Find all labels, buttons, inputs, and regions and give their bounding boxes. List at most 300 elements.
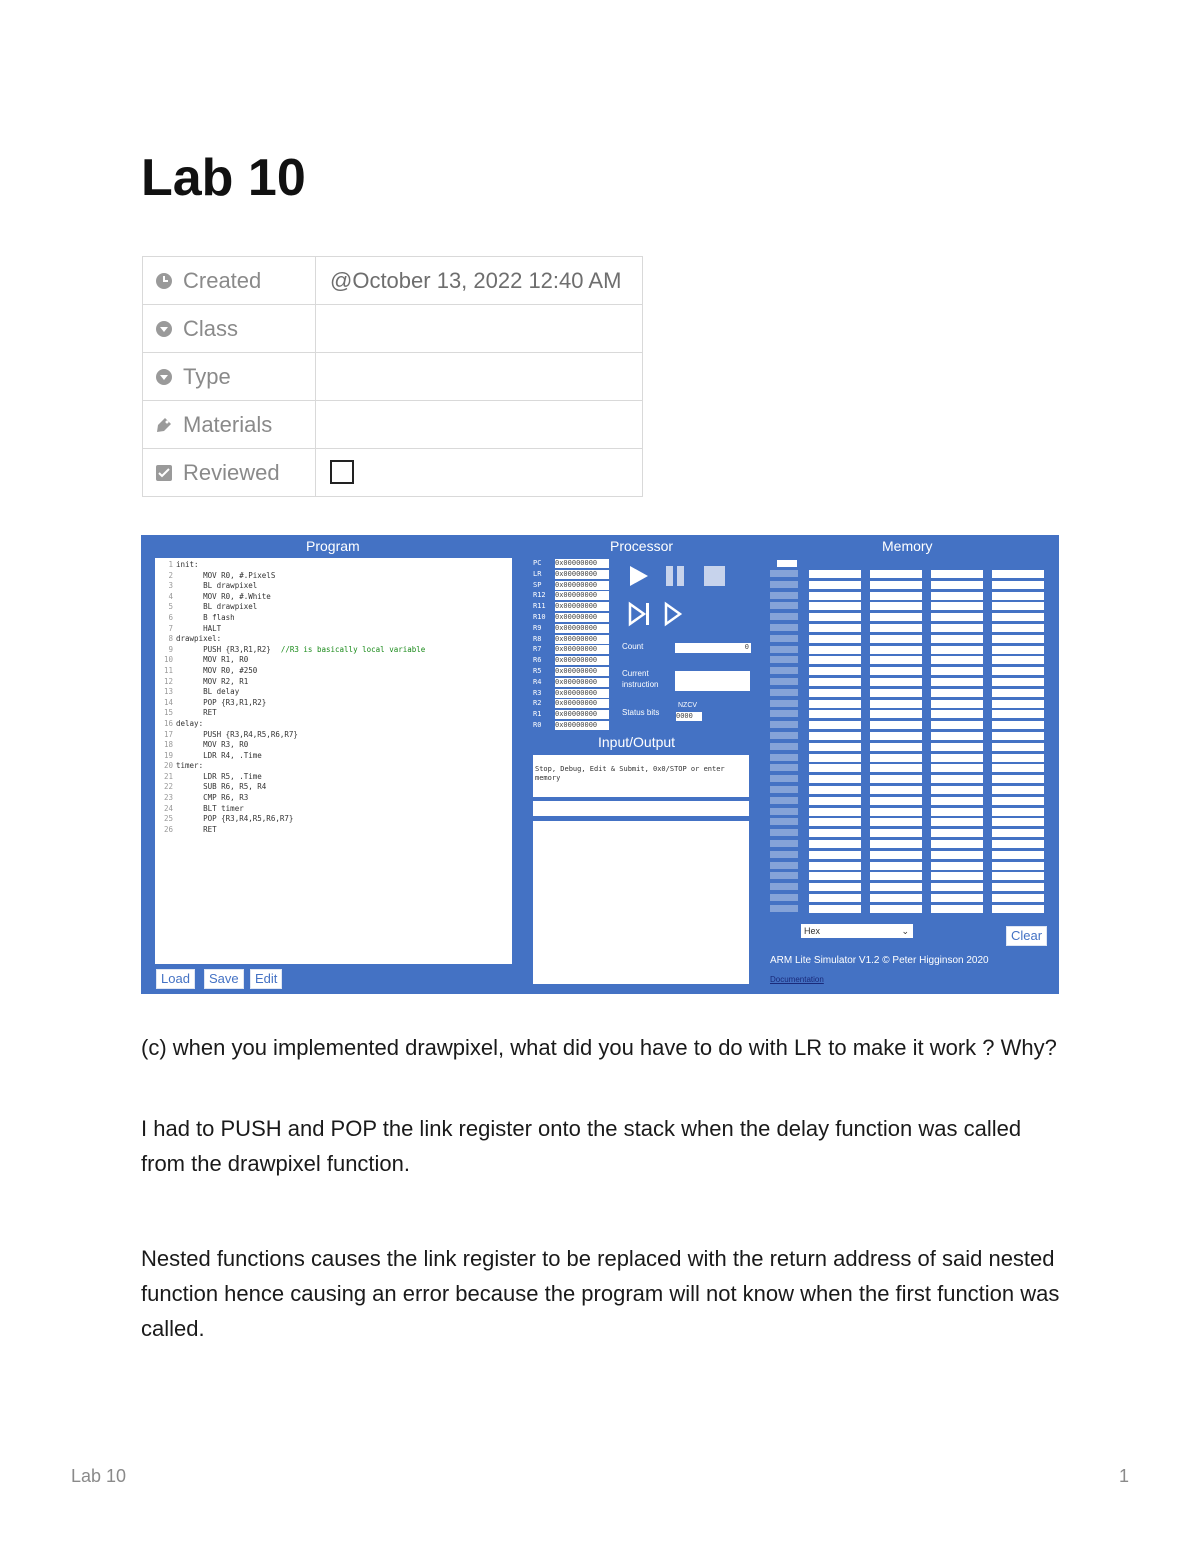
io-input[interactable]: [533, 801, 749, 816]
memory-cell: [931, 602, 983, 610]
property-key: Created: [183, 267, 262, 293]
memory-cell: [809, 840, 861, 848]
line-number: 4: [168, 591, 173, 601]
memory-cell: [870, 851, 922, 859]
memory-cell: [992, 592, 1044, 600]
memory-cell: [992, 581, 1044, 589]
memory-cell: [870, 721, 922, 729]
memory-cell: [809, 710, 861, 718]
memory-cell: [992, 721, 1044, 729]
memory-cell: [809, 689, 861, 697]
memory-cell: [870, 764, 922, 772]
memory-cell: [809, 646, 861, 654]
memory-format-value: Hex: [804, 926, 821, 936]
memory-cell: [870, 613, 922, 621]
simulator-screenshot: [141, 535, 1059, 994]
property-row-materials: [143, 401, 643, 449]
memory-cell: [992, 862, 1044, 870]
memory-cell: [931, 862, 983, 870]
memory-cell: [931, 732, 983, 740]
memory-cell: [931, 840, 983, 848]
memory-address: [770, 624, 798, 631]
memory-address: [770, 883, 798, 890]
memory-cell: [931, 678, 983, 686]
register-name: R11: [533, 602, 546, 611]
checkbox-icon: [155, 464, 173, 482]
code-text: timer:: [176, 761, 204, 771]
register-name: LR: [533, 569, 542, 578]
code-line: [159, 645, 512, 656]
register-name: R1: [533, 710, 542, 719]
memory-cell: [992, 754, 1044, 762]
register-name: R8: [533, 634, 542, 643]
memory-cell: [992, 851, 1044, 859]
code-text: drawpixel:: [176, 634, 222, 644]
memory-cell: [809, 808, 861, 816]
code-text: SUB R6, R5, R4: [176, 782, 267, 792]
memory-cell: [870, 667, 922, 675]
memory-cell: [931, 851, 983, 859]
memory-address: [770, 689, 798, 696]
memory-cell: [992, 840, 1044, 848]
code-text: init:: [176, 560, 199, 569]
memory-address: [770, 592, 798, 599]
code-text: BL delay: [176, 687, 240, 697]
code-line: [159, 581, 512, 592]
memory-cell: [931, 743, 983, 751]
processor-controls: [628, 563, 728, 633]
memory-address: [770, 764, 798, 771]
code-line: [159, 592, 512, 603]
register-name: R2: [533, 699, 542, 708]
instruction-label: instruction: [622, 680, 659, 689]
line-number: 9: [168, 644, 173, 654]
io-prompt: Stop, Debug, Edit & Submit, 0x0/STOP or enter memory: [533, 755, 749, 797]
memory-cell: [931, 797, 983, 805]
clock-icon: [155, 272, 173, 290]
line-number: 22: [163, 782, 173, 792]
memory-cell: [870, 862, 922, 870]
answer-paragraph-1: I had to PUSH and POP the link register onto the stack when the delay function was called from the drawpixel function.: [141, 1116, 1022, 1176]
register-name: R7: [533, 645, 542, 654]
documentation-link[interactable]: Documentation: [770, 975, 824, 984]
memory-cell: [809, 732, 861, 740]
memory-cell: [931, 624, 983, 632]
memory-cell: [809, 894, 861, 902]
memory-cell: [870, 635, 922, 643]
memory-cell: [870, 656, 922, 664]
code-line: [159, 698, 512, 709]
memory-cell: [809, 851, 861, 859]
property-key: Materials: [183, 411, 273, 437]
memory-cell: [992, 764, 1044, 772]
line-number: 19: [163, 750, 173, 760]
register-name: R5: [533, 667, 542, 675]
io-header: Input/Output: [598, 734, 676, 750]
line-number: 13: [163, 687, 173, 697]
code-text: MOV R3, R0: [176, 740, 249, 750]
memory-address: [770, 894, 798, 901]
register-name: PC: [533, 559, 542, 567]
code-line: [159, 708, 512, 719]
memory-address: [770, 721, 798, 728]
memory-cell: [992, 743, 1044, 751]
memory-cell: [931, 689, 983, 697]
memory-cell: [809, 829, 861, 837]
memory-cell: [809, 678, 861, 686]
line-number: 17: [163, 729, 173, 739]
memory-cell: [870, 710, 922, 718]
memory-cell: [992, 894, 1044, 902]
code-line: [159, 677, 512, 688]
memory-cell: [992, 613, 1044, 621]
memory-cell: [931, 894, 983, 902]
memory-address: [770, 570, 798, 577]
memory-address: [770, 754, 798, 761]
code-text: BL drawpixel: [176, 602, 258, 612]
memory-cell: [809, 797, 861, 805]
count-label: Count: [622, 642, 644, 651]
memory-cell: [992, 883, 1044, 891]
register-value: 0x00000000: [555, 645, 609, 654]
memory-address: [770, 797, 798, 804]
page-title: Lab 10: [141, 149, 306, 207]
memory-cell: [809, 700, 861, 708]
code-line: [159, 730, 512, 741]
line-number: 5: [168, 602, 173, 612]
memory-cell: [870, 872, 922, 880]
memory-cell: [870, 840, 922, 848]
line-number: 24: [163, 803, 173, 813]
memory-cell: [931, 667, 983, 675]
program-editor[interactable]: [155, 558, 512, 964]
register-name: R9: [533, 623, 542, 632]
select-icon: [155, 320, 173, 338]
memory-cell: [870, 732, 922, 740]
memory-cell: [992, 570, 1044, 578]
register-value: 0x00000000: [555, 699, 609, 708]
memory-cell: [992, 786, 1044, 794]
nzcv-value: 0000: [676, 712, 702, 721]
register-value: 0x00000000: [555, 591, 609, 600]
code-text: RET: [176, 824, 217, 834]
memory-cell: [931, 883, 983, 891]
register-name: SP: [533, 580, 542, 589]
property-value[interactable]: [316, 353, 643, 401]
memory-cell: [809, 667, 861, 675]
line-number: 7: [168, 623, 173, 633]
line-number: 15: [163, 708, 173, 718]
register-value: 0x00000000: [555, 559, 609, 568]
memory-address: [770, 732, 798, 739]
line-number: 23: [163, 793, 173, 803]
memory-address: [770, 710, 798, 717]
memory-cell: [809, 818, 861, 826]
property-key: Type: [183, 363, 231, 389]
property-value[interactable]: @October 13, 2022 12:40 AM: [316, 257, 643, 305]
memory-cell: [870, 818, 922, 826]
clear-button[interactable]: Clear: [1006, 926, 1047, 946]
memory-cell: [809, 764, 861, 772]
memory-cell: [931, 775, 983, 783]
property-row-created: [143, 257, 643, 305]
memory-cell: [992, 656, 1044, 664]
code-line: [159, 751, 512, 762]
memory-cell: [809, 602, 861, 610]
memory-cell: [809, 872, 861, 880]
properties-table: [142, 256, 643, 497]
memory-page-selector[interactable]: [777, 560, 797, 567]
code-text: BLT timer: [176, 803, 244, 813]
memory-address: [770, 818, 798, 825]
memory-address: [770, 829, 798, 836]
memory-cell: [931, 721, 983, 729]
run-icon[interactable]: [630, 566, 648, 586]
memory-cell: [870, 808, 922, 816]
memory-cell: [992, 775, 1044, 783]
register-value: 0x00000000: [555, 721, 609, 730]
register-value: 0x00000000: [555, 570, 609, 579]
code-text: POP {R3,R4,R5,R6,R7}: [176, 814, 294, 824]
memory-address: [770, 851, 798, 858]
memory-cell: [809, 613, 861, 621]
property-value[interactable]: [316, 401, 643, 449]
memory-address: [770, 667, 798, 674]
processor-header: Processor: [610, 538, 674, 554]
memory-cell: [931, 818, 983, 826]
memory-header: Memory: [882, 538, 933, 554]
io-output: [533, 821, 749, 984]
memory-cell: [870, 743, 922, 751]
memory-cell: [870, 624, 922, 632]
memory-cell: [992, 667, 1044, 675]
memory-cell: [809, 592, 861, 600]
memory-cell: [809, 581, 861, 589]
memory-cell: [870, 602, 922, 610]
code-text: delay:: [176, 718, 204, 728]
register-value: 0x00000000: [555, 710, 609, 719]
memory-cell: [992, 689, 1044, 697]
question-text: (c) when you implemented drawpixel, what did you have to do with LR to make it work ? Why?: [141, 1035, 1057, 1060]
memory-cell: [992, 635, 1044, 643]
register-value: 0x00000000: [555, 613, 609, 622]
pause-icon[interactable]: [666, 566, 673, 586]
code-text: LDR R4, .Time: [176, 750, 262, 760]
memory-cell: [809, 905, 861, 913]
code-text: LDR R5, .Time: [176, 771, 262, 781]
register-value: 0x00000000: [555, 602, 609, 611]
line-number: 21: [163, 771, 173, 781]
stop-icon[interactable]: [704, 566, 725, 586]
memory-address: [770, 905, 798, 912]
register-value: 0x00000000: [555, 635, 609, 644]
memory-cell: [809, 570, 861, 578]
code-line: [159, 613, 512, 624]
memory-cell: [992, 808, 1044, 816]
register-value: 0x00000000: [555, 678, 609, 687]
code-line: [159, 655, 512, 666]
step-over-icon[interactable]: [666, 604, 680, 624]
property-row-type: [143, 353, 643, 401]
reviewed-checkbox[interactable]: [330, 460, 354, 484]
memory-cell: [870, 646, 922, 654]
code-text: CMP R6, R3: [176, 793, 249, 803]
property-value[interactable]: [316, 305, 643, 353]
code-text: HALT: [176, 623, 222, 633]
current-label: Current: [622, 669, 649, 678]
memory-cell: [931, 635, 983, 643]
memory-cell: [931, 786, 983, 794]
memory-cell: [931, 656, 983, 664]
register-name: R10: [533, 613, 546, 621]
memory-cell: [809, 883, 861, 891]
line-number: 3: [168, 581, 173, 591]
tag-icon: [155, 416, 173, 434]
register-name: R6: [533, 656, 542, 665]
memory-cell: [931, 710, 983, 718]
code-text: MOV R2, R1: [176, 676, 249, 686]
memory-address: [770, 700, 798, 707]
code-line: [159, 602, 512, 613]
edit-button[interactable]: Edit: [250, 969, 282, 989]
code-comment: //R3 is basically local variable: [280, 644, 426, 654]
memory-address: [770, 786, 798, 793]
register-value: 0x00000000: [555, 689, 609, 698]
code-line: [159, 761, 512, 772]
memory-address: [770, 656, 798, 663]
memory-cell: [809, 786, 861, 794]
memory-cell: [931, 872, 983, 880]
memory-cell: [870, 797, 922, 805]
register-value: 0x00000000: [555, 624, 609, 633]
memory-cell: [870, 775, 922, 783]
memory-address: [770, 840, 798, 847]
memory-cell: [931, 581, 983, 589]
line-number: 16: [163, 718, 173, 728]
line-number: 26: [163, 824, 173, 834]
memory-format-select[interactable]: [801, 924, 913, 938]
memory-address: [770, 872, 798, 879]
memory-cell: [992, 700, 1044, 708]
memory-cell: [870, 905, 922, 913]
memory-cell: [870, 883, 922, 891]
line-number: 1: [168, 560, 173, 569]
count-value: 0: [675, 643, 751, 653]
memory-cell: [870, 592, 922, 600]
code-line: [159, 804, 512, 815]
code-text: POP {R3,R1,R2}: [176, 697, 267, 707]
save-button[interactable]: Save: [204, 969, 244, 989]
code-line: [159, 772, 512, 783]
page-number: 1: [1119, 1466, 1130, 1486]
register-value: 0x00000000: [555, 667, 609, 676]
memory-cell: [931, 613, 983, 621]
memory-cell: [870, 581, 922, 589]
code-line: [159, 687, 512, 698]
memory-cell: [992, 872, 1044, 880]
memory-cell: [931, 754, 983, 762]
step-icon[interactable]: [630, 604, 644, 624]
code-text: MOV R1, R0: [176, 655, 249, 665]
code-text: PUSH {R3,R1,R2}: [176, 644, 271, 654]
memory-cell: [992, 710, 1044, 718]
memory-cell: [992, 818, 1044, 826]
code-line: [159, 793, 512, 804]
memory-address: [770, 613, 798, 620]
status-bits-label: Status bits: [622, 708, 660, 717]
memory-address: [770, 646, 798, 653]
memory-cell: [870, 829, 922, 837]
memory-address: [770, 678, 798, 685]
memory-cell: [992, 797, 1044, 805]
memory-cell: [870, 570, 922, 578]
memory-cell: [809, 721, 861, 729]
line-number: 25: [163, 814, 173, 824]
register-value: 0x00000000: [555, 656, 609, 665]
memory-cell: [931, 700, 983, 708]
answer-paragraph-2: Nested functions causes the link register to be replaced with the return address of said nested function hence causing an error because the program will not know when the first function was called.: [141, 1246, 1060, 1341]
code-line: [159, 825, 512, 836]
register-value: 0x00000000: [555, 581, 609, 590]
memory-cell: [931, 570, 983, 578]
select-icon: [155, 368, 173, 386]
memory-address: [770, 602, 798, 609]
memory-cell: [992, 646, 1044, 654]
code-line: [159, 624, 512, 635]
memory-cell: [931, 592, 983, 600]
chevron-down-icon: ⌄: [901, 926, 909, 936]
memory-cell: [992, 732, 1044, 740]
memory-cell: [870, 894, 922, 902]
line-number: 8: [168, 634, 173, 644]
line-number: 6: [168, 612, 173, 622]
memory-address: [770, 581, 798, 588]
memory-cell: [809, 775, 861, 783]
memory-cell: [809, 656, 861, 664]
memory-cell: [992, 905, 1044, 913]
memory-cell: [809, 635, 861, 643]
register-name: R0: [533, 721, 542, 729]
property-row-class: [143, 305, 643, 353]
nzcv-label: NZCV: [678, 702, 698, 709]
code-line: [159, 571, 512, 582]
memory-cell: [809, 624, 861, 632]
memory-address: [770, 635, 798, 642]
memory-cell: [809, 754, 861, 762]
property-key: Class: [183, 315, 239, 341]
memory-cell: [809, 743, 861, 751]
memory-cell: [992, 624, 1044, 632]
load-button[interactable]: Load: [156, 969, 195, 989]
memory-address: [770, 862, 798, 869]
code-line: [159, 814, 512, 825]
memory-cell: [931, 764, 983, 772]
line-number: 10: [163, 655, 173, 665]
memory-cell: [931, 829, 983, 837]
code-text: B flash: [176, 612, 235, 622]
memory-cell: [931, 808, 983, 816]
memory-cell: [931, 905, 983, 913]
line-number: 2: [168, 570, 173, 580]
memory-cell: [809, 862, 861, 870]
memory-address: [770, 775, 798, 782]
memory-cell: [870, 689, 922, 697]
register-name: R12: [533, 591, 546, 600]
code-line: [159, 782, 512, 793]
program-header: Program: [306, 538, 360, 554]
memory-cell: [870, 700, 922, 708]
current-instruction-field: [675, 671, 750, 691]
